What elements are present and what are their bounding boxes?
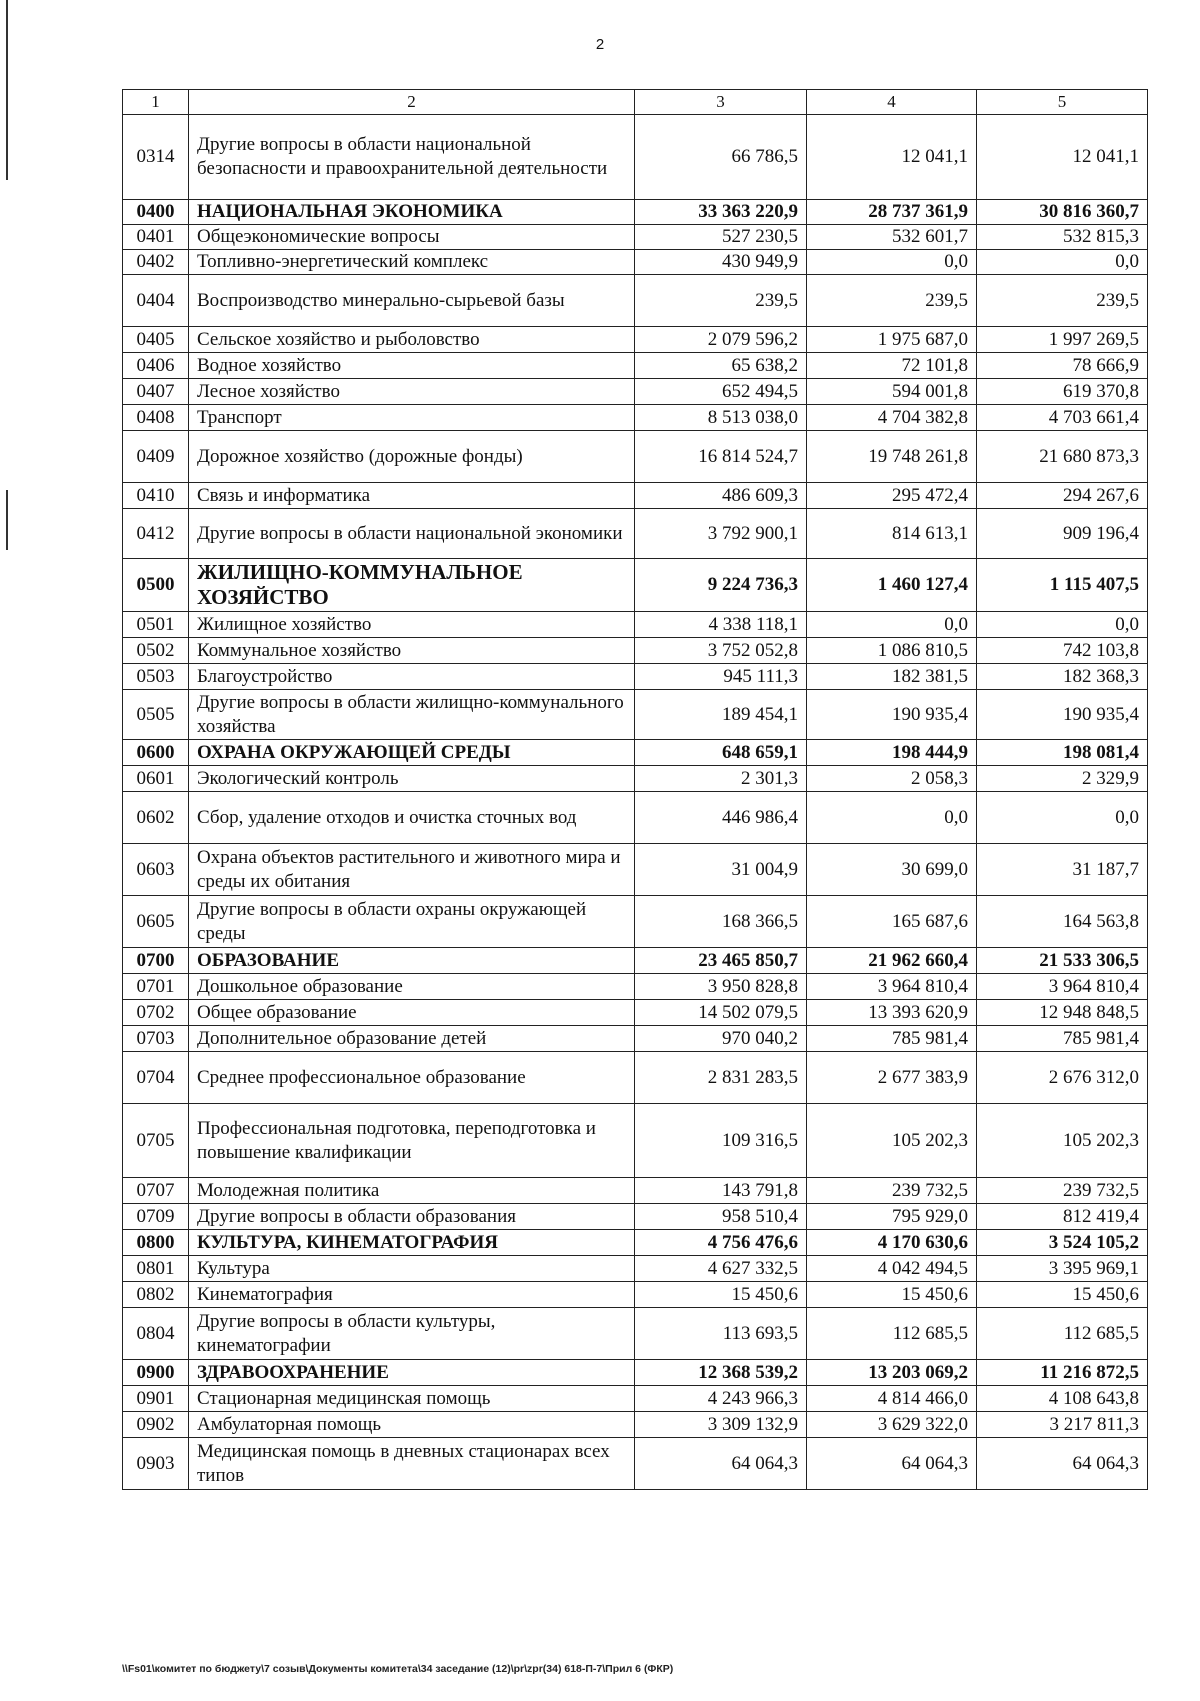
table-row <box>123 1052 1148 1104</box>
row-name: Связь и информатика <box>189 483 635 509</box>
row-code: 0804 <box>123 1308 189 1360</box>
row-value-col5: 78 666,9 <box>977 353 1148 379</box>
row-value-col3: 3 309 132,9 <box>635 1412 807 1438</box>
table-row <box>123 844 1148 896</box>
row-code: 0605 <box>123 896 189 948</box>
row-value-col5: 112 685,5 <box>977 1308 1148 1360</box>
row-value-col5: 12 948 848,5 <box>977 1000 1148 1026</box>
row-code: 0705 <box>123 1104 189 1178</box>
row-value-col5: 182 368,3 <box>977 664 1148 690</box>
row-value-col4: 64 064,3 <box>807 1438 977 1490</box>
table-row <box>123 766 1148 792</box>
row-code: 0602 <box>123 792 189 844</box>
row-value-col5: 4 108 643,8 <box>977 1386 1148 1412</box>
row-name: Медицинская помощь в дневных стационарах всех типов <box>189 1438 635 1490</box>
table-row <box>123 1308 1148 1360</box>
table-row <box>123 974 1148 1000</box>
table-row <box>123 115 1148 200</box>
row-value-col3: 527 230,5 <box>635 225 807 250</box>
row-name: ЖИЛИЩНО-КОММУНАЛЬНОЕ ХОЗЯЙСТВО <box>189 559 635 612</box>
table-row <box>123 275 1148 327</box>
row-code: 0408 <box>123 405 189 431</box>
section-row <box>123 559 1148 612</box>
row-value-col4: 295 472,4 <box>807 483 977 509</box>
row-value-col5: 3 217 811,3 <box>977 1412 1148 1438</box>
row-value-col3: 113 693,5 <box>635 1308 807 1360</box>
row-value-col5: 105 202,3 <box>977 1104 1148 1178</box>
row-name: Профессиональная подготовка, переподготовка и повышение квалификации <box>189 1104 635 1178</box>
table-row <box>123 431 1148 483</box>
row-code: 0409 <box>123 431 189 483</box>
row-code: 0800 <box>123 1230 189 1256</box>
row-value-col4: 239 732,5 <box>807 1178 977 1204</box>
row-value-col5: 21 533 306,5 <box>977 948 1148 974</box>
row-name: Среднее профессиональное образование <box>189 1052 635 1104</box>
table-row <box>123 1282 1148 1308</box>
row-value-col3: 4 627 332,5 <box>635 1256 807 1282</box>
row-value-col3: 446 986,4 <box>635 792 807 844</box>
row-name: Лесное хозяйство <box>189 379 635 405</box>
row-value-col5: 785 981,4 <box>977 1026 1148 1052</box>
row-value-col4: 1 975 687,0 <box>807 327 977 353</box>
row-code: 0707 <box>123 1178 189 1204</box>
row-name: Другие вопросы в области жилищно-коммунального хозяйства <box>189 690 635 740</box>
row-value-col5: 3 964 810,4 <box>977 974 1148 1000</box>
row-code: 0902 <box>123 1412 189 1438</box>
row-name: Амбулаторная помощь <box>189 1412 635 1438</box>
section-row <box>123 740 1148 766</box>
row-code: 0502 <box>123 638 189 664</box>
row-name: Стационарная медицинская помощь <box>189 1386 635 1412</box>
row-code: 0412 <box>123 509 189 559</box>
row-value-col3: 15 450,6 <box>635 1282 807 1308</box>
table-row <box>123 1178 1148 1204</box>
scan-edge-mark <box>6 490 8 550</box>
row-value-col3: 2 831 283,5 <box>635 1052 807 1104</box>
row-value-col3: 31 004,9 <box>635 844 807 896</box>
row-value-col5: 239,5 <box>977 275 1148 327</box>
row-value-col5: 64 064,3 <box>977 1438 1148 1490</box>
row-code: 0704 <box>123 1052 189 1104</box>
row-value-col4: 0,0 <box>807 792 977 844</box>
row-value-col5: 0,0 <box>977 250 1148 275</box>
row-name: Общее образование <box>189 1000 635 1026</box>
row-name: Воспроизводство минерально-сырьевой базы <box>189 275 635 327</box>
row-name: Коммунальное хозяйство <box>189 638 635 664</box>
row-code: 0900 <box>123 1360 189 1386</box>
row-code: 0700 <box>123 948 189 974</box>
row-value-col5: 1 115 407,5 <box>977 559 1148 612</box>
row-code: 0802 <box>123 1282 189 1308</box>
row-name: Топливно-энергетический комплекс <box>189 250 635 275</box>
row-value-col5: 239 732,5 <box>977 1178 1148 1204</box>
row-code: 0404 <box>123 275 189 327</box>
row-value-col3: 239,5 <box>635 275 807 327</box>
row-value-col4: 795 929,0 <box>807 1204 977 1230</box>
row-code: 0703 <box>123 1026 189 1052</box>
row-value-col4: 72 101,8 <box>807 353 977 379</box>
row-value-col3: 3 950 828,8 <box>635 974 807 1000</box>
row-value-col4: 594 001,8 <box>807 379 977 405</box>
table-row <box>123 405 1148 431</box>
row-value-col3: 109 316,5 <box>635 1104 807 1178</box>
row-value-col5: 21 680 873,3 <box>977 431 1148 483</box>
row-name: НАЦИОНАЛЬНАЯ ЭКОНОМИКА <box>189 200 635 225</box>
row-value-col3: 64 064,3 <box>635 1438 807 1490</box>
row-value-col3: 16 814 524,7 <box>635 431 807 483</box>
row-code: 0501 <box>123 612 189 638</box>
row-code: 0600 <box>123 740 189 766</box>
budget-table <box>122 89 1148 1490</box>
row-name: КУЛЬТУРА, КИНЕМАТОГРАФИЯ <box>189 1230 635 1256</box>
row-code: 0702 <box>123 1000 189 1026</box>
section-row <box>123 1230 1148 1256</box>
row-value-col4: 13 393 620,9 <box>807 1000 977 1026</box>
row-name: Дополнительное образование детей <box>189 1026 635 1052</box>
row-value-col4: 182 381,5 <box>807 664 977 690</box>
row-value-col3: 945 111,3 <box>635 664 807 690</box>
page-number: 2 <box>595 36 605 53</box>
row-value-col4: 13 203 069,2 <box>807 1360 977 1386</box>
table-row <box>123 1104 1148 1178</box>
table-row <box>123 690 1148 740</box>
table-row <box>123 792 1148 844</box>
row-value-col4: 532 601,7 <box>807 225 977 250</box>
section-row <box>123 948 1148 974</box>
table-row <box>123 1438 1148 1490</box>
row-value-col5: 3 524 105,2 <box>977 1230 1148 1256</box>
row-code: 0903 <box>123 1438 189 1490</box>
table-row <box>123 327 1148 353</box>
table-row <box>123 1000 1148 1026</box>
row-value-col4: 112 685,5 <box>807 1308 977 1360</box>
row-code: 0402 <box>123 250 189 275</box>
column-header: 1 <box>123 90 189 115</box>
row-value-col5: 532 815,3 <box>977 225 1148 250</box>
row-value-col3: 14 502 079,5 <box>635 1000 807 1026</box>
row-value-col3: 9 224 736,3 <box>635 559 807 612</box>
row-value-col3: 168 366,5 <box>635 896 807 948</box>
row-value-col3: 4 756 476,6 <box>635 1230 807 1256</box>
row-value-col5: 2 329,9 <box>977 766 1148 792</box>
row-value-col4: 30 699,0 <box>807 844 977 896</box>
row-value-col3: 652 494,5 <box>635 379 807 405</box>
scan-edge-mark <box>6 0 8 180</box>
table-row <box>123 353 1148 379</box>
row-name: Жилищное хозяйство <box>189 612 635 638</box>
table-row <box>123 612 1148 638</box>
table-row <box>123 1204 1148 1230</box>
row-value-col3: 65 638,2 <box>635 353 807 379</box>
row-value-col5: 4 703 661,4 <box>977 405 1148 431</box>
row-value-col5: 2 676 312,0 <box>977 1052 1148 1104</box>
row-value-col4: 2 677 383,9 <box>807 1052 977 1104</box>
row-value-col3: 2 301,3 <box>635 766 807 792</box>
row-name: Другие вопросы в области национальной экономики <box>189 509 635 559</box>
row-value-col3: 143 791,8 <box>635 1178 807 1204</box>
row-code: 0400 <box>123 200 189 225</box>
row-value-col4: 1 086 810,5 <box>807 638 977 664</box>
row-value-col4: 785 981,4 <box>807 1026 977 1052</box>
row-value-col3: 12 368 539,2 <box>635 1360 807 1386</box>
row-value-col4: 165 687,6 <box>807 896 977 948</box>
row-value-col4: 814 613,1 <box>807 509 977 559</box>
table-row <box>123 896 1148 948</box>
column-header: 2 <box>189 90 635 115</box>
row-value-col4: 3 629 322,0 <box>807 1412 977 1438</box>
row-value-col4: 4 170 630,6 <box>807 1230 977 1256</box>
row-name: Другие вопросы в области охраны окружающей среды <box>189 896 635 948</box>
row-value-col5: 198 081,4 <box>977 740 1148 766</box>
table-row <box>123 250 1148 275</box>
row-value-col3: 648 659,1 <box>635 740 807 766</box>
row-value-col3: 3 792 900,1 <box>635 509 807 559</box>
row-value-col4: 15 450,6 <box>807 1282 977 1308</box>
section-row <box>123 1360 1148 1386</box>
table-row <box>123 379 1148 405</box>
row-value-col5: 294 267,6 <box>977 483 1148 509</box>
row-name: Общеэкономические вопросы <box>189 225 635 250</box>
table-row <box>123 638 1148 664</box>
row-value-col4: 4 042 494,5 <box>807 1256 977 1282</box>
row-name: Другие вопросы в области образования <box>189 1204 635 1230</box>
row-value-col3: 4 338 118,1 <box>635 612 807 638</box>
row-name: Молодежная политика <box>189 1178 635 1204</box>
row-value-col4: 0,0 <box>807 612 977 638</box>
row-value-col3: 958 510,4 <box>635 1204 807 1230</box>
row-value-col5: 15 450,6 <box>977 1282 1148 1308</box>
row-name: Сельское хозяйство и рыболовство <box>189 327 635 353</box>
row-name: Экологический контроль <box>189 766 635 792</box>
table-row <box>123 483 1148 509</box>
section-row <box>123 200 1148 225</box>
row-value-col3: 430 949,9 <box>635 250 807 275</box>
row-value-col3: 486 609,3 <box>635 483 807 509</box>
row-code: 0901 <box>123 1386 189 1412</box>
row-code: 0405 <box>123 327 189 353</box>
row-value-col5: 30 816 360,7 <box>977 200 1148 225</box>
row-value-col5: 1 997 269,5 <box>977 327 1148 353</box>
row-value-col4: 3 964 810,4 <box>807 974 977 1000</box>
table-row <box>123 1386 1148 1412</box>
row-value-col3: 8 513 038,0 <box>635 405 807 431</box>
row-value-col5: 909 196,4 <box>977 509 1148 559</box>
row-value-col4: 21 962 660,4 <box>807 948 977 974</box>
row-name: Другие вопросы в области культуры, кинематографии <box>189 1308 635 1360</box>
row-value-col5: 31 187,7 <box>977 844 1148 896</box>
row-value-col3: 66 786,5 <box>635 115 807 200</box>
row-name: Другие вопросы в области национальной безопасности и правоохранительной деятельности <box>189 115 635 200</box>
row-value-col5: 619 370,8 <box>977 379 1148 405</box>
row-value-col3: 970 040,2 <box>635 1026 807 1052</box>
row-code: 0603 <box>123 844 189 896</box>
row-name: Благоустройство <box>189 664 635 690</box>
table-row <box>123 1256 1148 1282</box>
column-header: 3 <box>635 90 807 115</box>
row-name: Водное хозяйство <box>189 353 635 379</box>
row-name: ЗДРАВООХРАНЕНИЕ <box>189 1360 635 1386</box>
row-name: Дошкольное образование <box>189 974 635 1000</box>
row-value-col3: 33 363 220,9 <box>635 200 807 225</box>
row-code: 0500 <box>123 559 189 612</box>
row-value-col3: 2 079 596,2 <box>635 327 807 353</box>
row-value-col5: 742 103,8 <box>977 638 1148 664</box>
row-code: 0801 <box>123 1256 189 1282</box>
file-path-footer: \\Fs01\комитет по бюджету\7 созыв\Документы комитета\34 заседание (12)\pr\zpr(34) 618-П-7\Прил 6 (ФКР) <box>122 1663 674 1675</box>
row-code: 0401 <box>123 225 189 250</box>
table-row <box>123 225 1148 250</box>
row-value-col3: 3 752 052,8 <box>635 638 807 664</box>
row-value-col4: 0,0 <box>807 250 977 275</box>
row-value-col3: 189 454,1 <box>635 690 807 740</box>
row-value-col5: 12 041,1 <box>977 115 1148 200</box>
row-code: 0410 <box>123 483 189 509</box>
row-value-col3: 23 465 850,7 <box>635 948 807 974</box>
column-header: 4 <box>807 90 977 115</box>
row-name: Транспорт <box>189 405 635 431</box>
row-value-col4: 1 460 127,4 <box>807 559 977 612</box>
row-name: ОБРАЗОВАНИЕ <box>189 948 635 974</box>
row-code: 0503 <box>123 664 189 690</box>
row-name: Охрана объектов растительного и животного мира и среды их обитания <box>189 844 635 896</box>
table-row <box>123 509 1148 559</box>
row-value-col4: 12 041,1 <box>807 115 977 200</box>
row-value-col4: 4 814 466,0 <box>807 1386 977 1412</box>
row-value-col4: 105 202,3 <box>807 1104 977 1178</box>
row-code: 0406 <box>123 353 189 379</box>
row-value-col5: 3 395 969,1 <box>977 1256 1148 1282</box>
row-code: 0709 <box>123 1204 189 1230</box>
row-value-col5: 11 216 872,5 <box>977 1360 1148 1386</box>
row-value-col5: 0,0 <box>977 792 1148 844</box>
row-value-col5: 190 935,4 <box>977 690 1148 740</box>
row-value-col3: 4 243 966,3 <box>635 1386 807 1412</box>
row-name: Кинематография <box>189 1282 635 1308</box>
column-header: 5 <box>977 90 1148 115</box>
row-name: ОХРАНА ОКРУЖАЮЩЕЙ СРЕДЫ <box>189 740 635 766</box>
table-row <box>123 1026 1148 1052</box>
row-value-col4: 19 748 261,8 <box>807 431 977 483</box>
row-code: 0601 <box>123 766 189 792</box>
row-code: 0314 <box>123 115 189 200</box>
row-value-col4: 28 737 361,9 <box>807 200 977 225</box>
row-name: Культура <box>189 1256 635 1282</box>
row-value-col4: 2 058,3 <box>807 766 977 792</box>
row-value-col4: 4 704 382,8 <box>807 405 977 431</box>
row-code: 0701 <box>123 974 189 1000</box>
row-value-col5: 0,0 <box>977 612 1148 638</box>
table-row <box>123 664 1148 690</box>
row-name: Сбор, удаление отходов и очистка сточных вод <box>189 792 635 844</box>
row-value-col5: 164 563,8 <box>977 896 1148 948</box>
table-row <box>123 1412 1148 1438</box>
row-value-col4: 198 444,9 <box>807 740 977 766</box>
column-number-row <box>123 90 1148 115</box>
row-name: Дорожное хозяйство (дорожные фонды) <box>189 431 635 483</box>
row-value-col4: 239,5 <box>807 275 977 327</box>
row-value-col5: 812 419,4 <box>977 1204 1148 1230</box>
row-value-col4: 190 935,4 <box>807 690 977 740</box>
row-code: 0505 <box>123 690 189 740</box>
row-code: 0407 <box>123 379 189 405</box>
